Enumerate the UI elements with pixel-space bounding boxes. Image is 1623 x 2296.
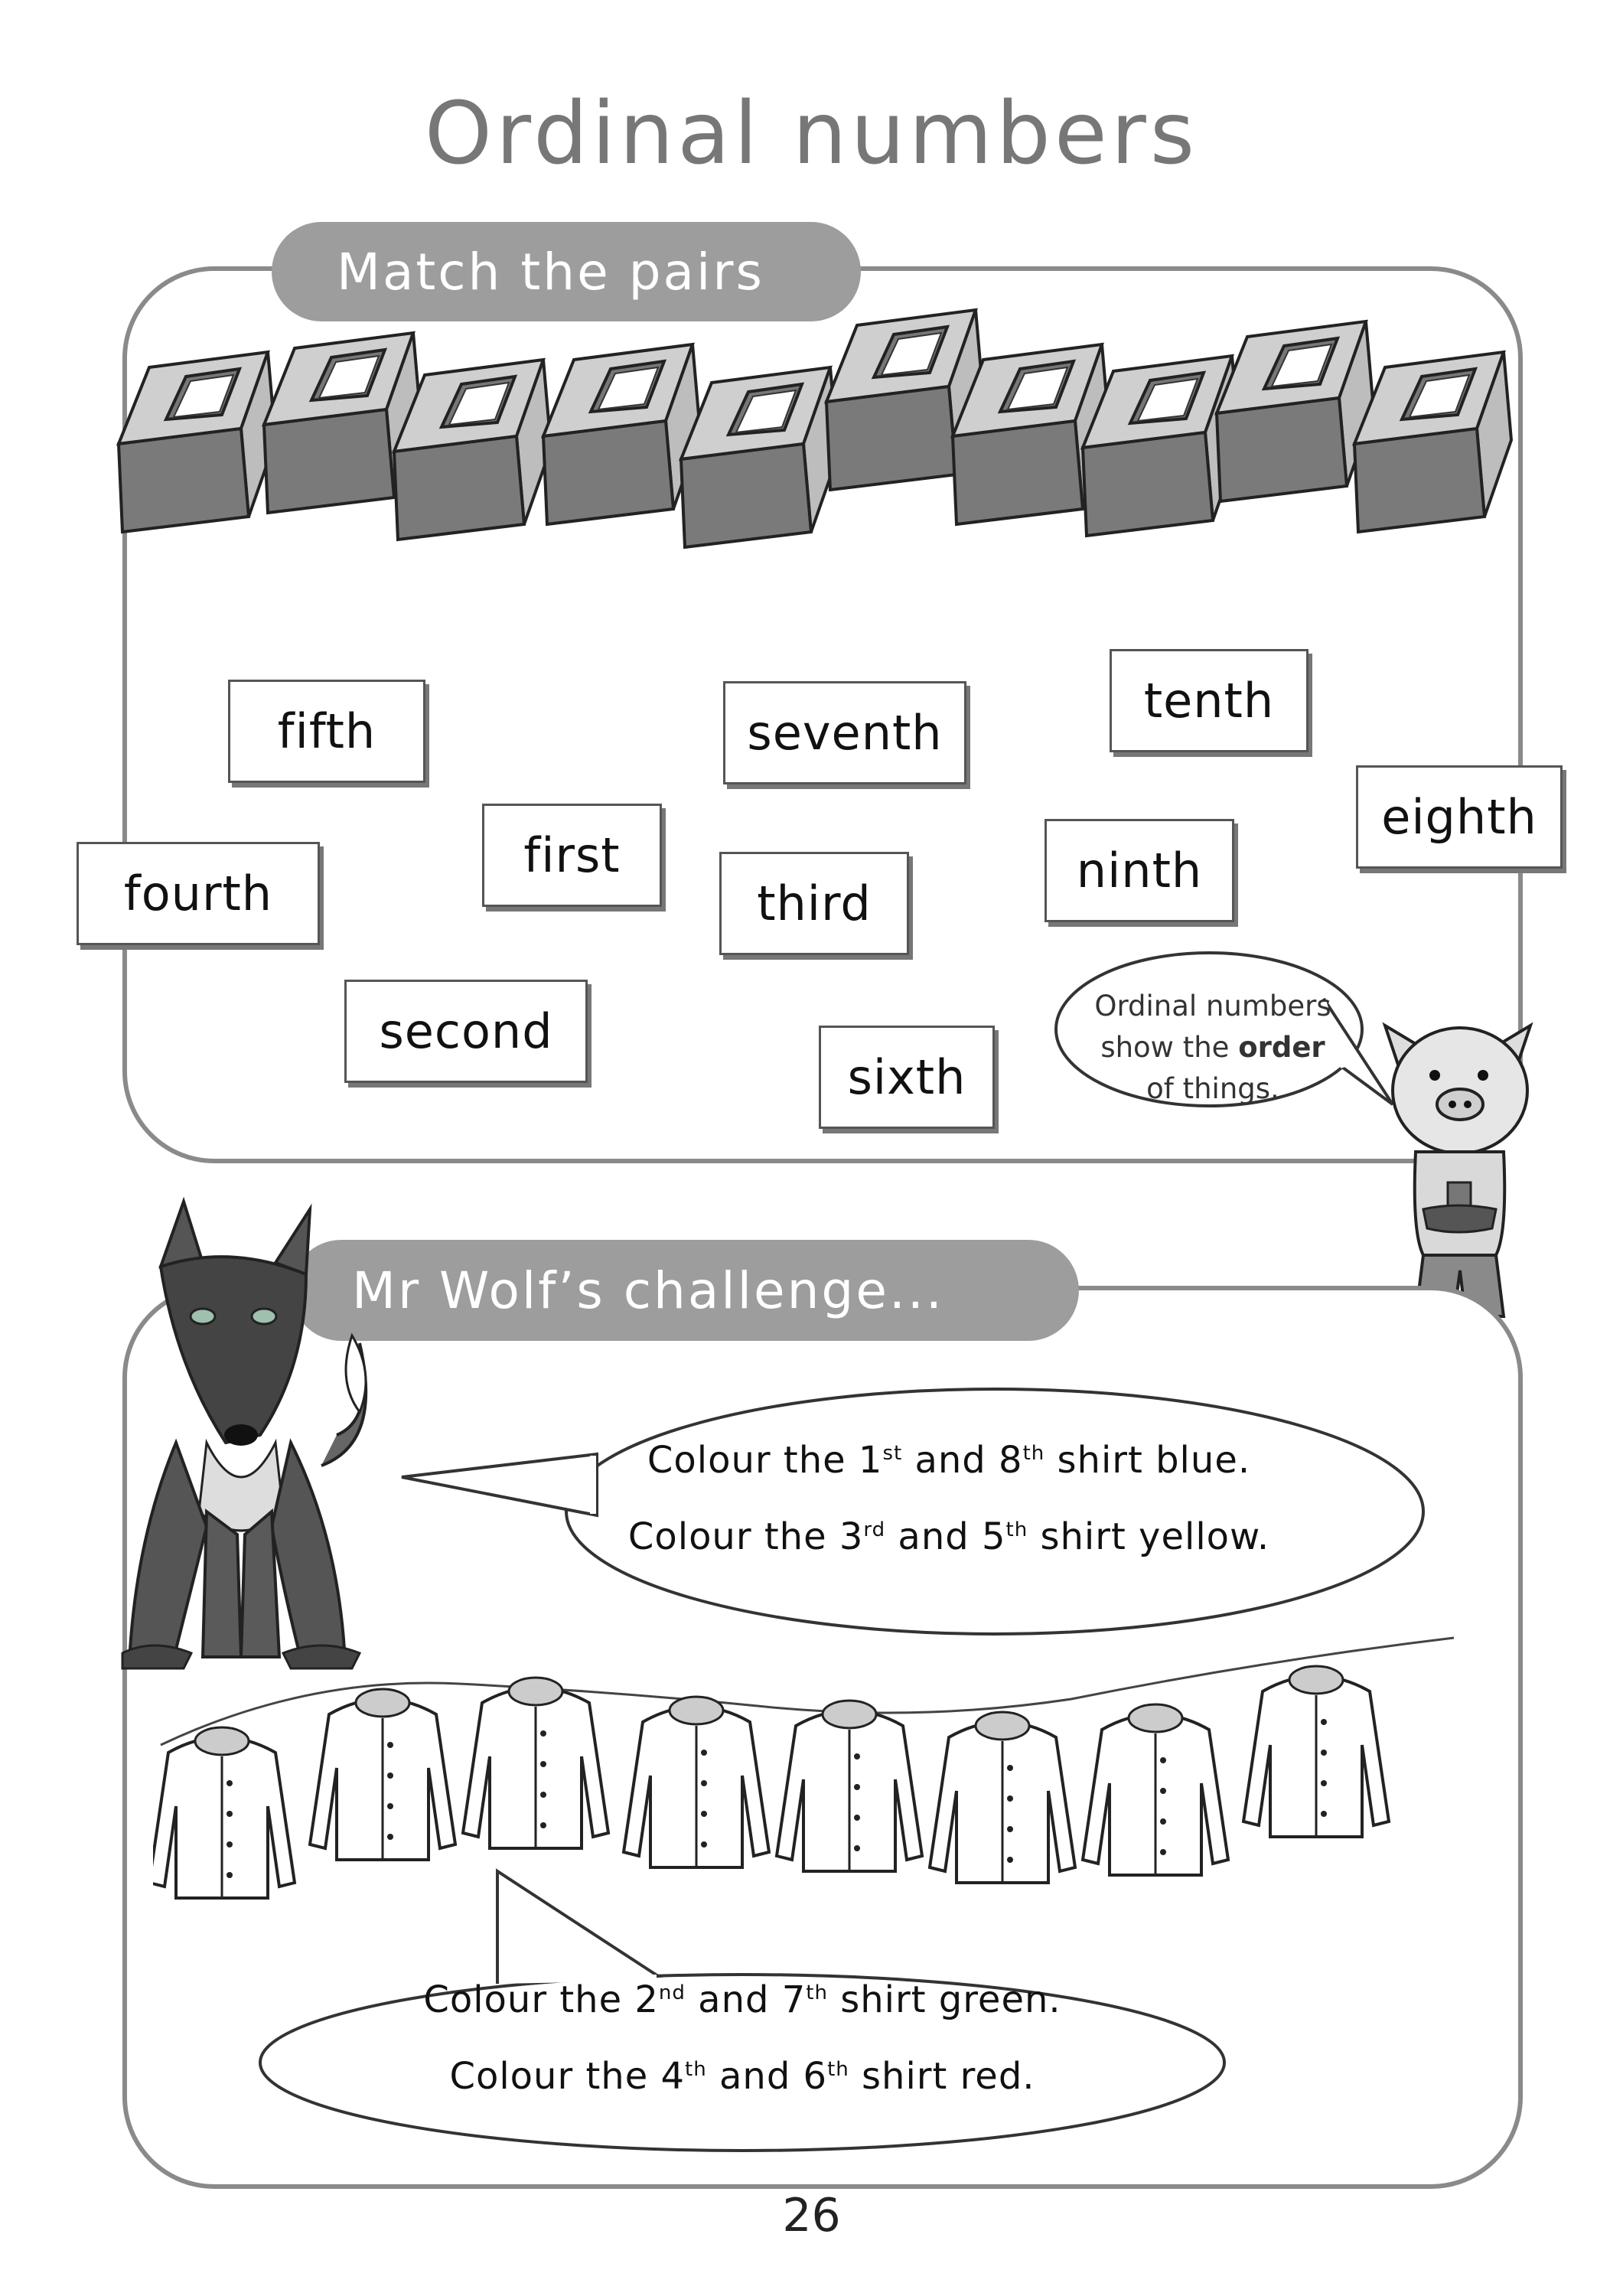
instruction-line-3	[283, 1978, 1201, 2021]
instr2-sup2: th	[1005, 1518, 1028, 1541]
instruction-line-2	[444, 1515, 1454, 1558]
block-4th-label: 4th	[562, 525, 624, 568]
block-1st	[119, 352, 275, 579]
word-card-second[interactable]: second	[344, 980, 588, 1083]
match-pairs-heading-text: Match the pairs	[337, 242, 764, 302]
shirt-5[interactable]	[777, 1701, 922, 1871]
block-5th-label: 5th	[704, 552, 765, 595]
shirt-3[interactable]	[463, 1678, 608, 1848]
instr2-sup1: rd	[863, 1518, 886, 1541]
instruction-line-4	[283, 2055, 1201, 2098]
page-number: 26	[782, 2189, 841, 2242]
word-card-fifth[interactable]: fifth	[228, 680, 425, 783]
pig-speech-line1: Ordinal numbers	[1094, 990, 1331, 1022]
block-3rd-label: 3rd	[417, 544, 478, 587]
instr3-post: shirt green.	[827, 1978, 1061, 2021]
instr4-sup1: th	[685, 2058, 707, 2081]
shirt-7[interactable]	[1083, 1704, 1228, 1875]
word-card-seventh[interactable]: seventh	[723, 681, 966, 784]
pig-speech-text	[1056, 986, 1370, 1110]
block-9th-label: 9th	[1240, 506, 1301, 549]
block-7th-label: 7th	[976, 525, 1037, 568]
wolf-challenge-heading	[291, 1240, 1079, 1341]
instr1-mid: and 8	[902, 1439, 1023, 1482]
block-8th	[1083, 356, 1240, 583]
shirt-2[interactable]	[310, 1689, 455, 1860]
instr3-sup1: nd	[658, 1981, 686, 2004]
instruction-line-1	[444, 1439, 1454, 1482]
pig-speech-line3: of things.	[1146, 1072, 1279, 1105]
instr4-pre: Colour the 4	[449, 2055, 686, 2098]
instr3-pre: Colour the 2	[423, 1978, 659, 2021]
instr4-sup2: th	[827, 2058, 849, 2081]
instr2-post: shirt yellow.	[1028, 1515, 1270, 1558]
word-card-ninth[interactable]: ninth	[1045, 819, 1234, 922]
word-card-third[interactable]: third	[719, 852, 909, 955]
instructions-bottom	[283, 1971, 1201, 2139]
word-card-sixth[interactable]: sixth	[819, 1026, 995, 1129]
ordinal-blocks	[115, 302, 1569, 654]
instr4-mid: and 6	[706, 2055, 828, 2098]
block-5th	[681, 367, 838, 595]
word-card-tenth[interactable]: tenth	[1110, 649, 1309, 752]
block-6th-label: 6th	[853, 487, 914, 530]
wolf-challenge-heading-text: Mr Wolf’s challenge...	[352, 1261, 944, 1320]
block-2nd-label: 2nd	[283, 514, 354, 556]
instr2-mid: and 5	[885, 1515, 1006, 1558]
pig-speech-line2	[1056, 1027, 1370, 1068]
block-8th-label: 8th	[1106, 540, 1167, 583]
shirt-8[interactable]	[1243, 1666, 1389, 1837]
block-9th	[1217, 321, 1374, 549]
block-3rd	[394, 360, 551, 587]
instr2-pre: Colour the 3	[627, 1515, 864, 1558]
shirt-6[interactable]	[930, 1712, 1075, 1883]
page-title: Ordinal numbers	[424, 84, 1199, 184]
shirt-4[interactable]	[624, 1697, 769, 1867]
pig-speech-line2-pre: show the	[1100, 1031, 1239, 1064]
instructions-top	[444, 1431, 1454, 1600]
word-card-first[interactable]: first	[482, 804, 662, 907]
instr1-sup2: th	[1022, 1442, 1045, 1465]
instr1-pre: Colour the 1	[647, 1439, 883, 1482]
word-card-eighth[interactable]: eighth	[1356, 765, 1563, 869]
instr3-sup2: th	[806, 1981, 828, 2004]
word-card-fourth[interactable]: fourth	[77, 842, 320, 945]
block-4th	[543, 344, 700, 568]
instr4-post: shirt red.	[849, 2055, 1035, 2098]
block-1st-label: 1st	[144, 536, 201, 579]
instr3-mid: and 7	[685, 1978, 807, 2021]
block-10th-label: 10th	[1370, 536, 1455, 579]
instr1-sup1: st	[882, 1442, 903, 1465]
block-10th	[1354, 352, 1511, 579]
instr1-post: shirt blue.	[1045, 1439, 1251, 1482]
pig-speech-bold-word: order	[1238, 1031, 1325, 1064]
